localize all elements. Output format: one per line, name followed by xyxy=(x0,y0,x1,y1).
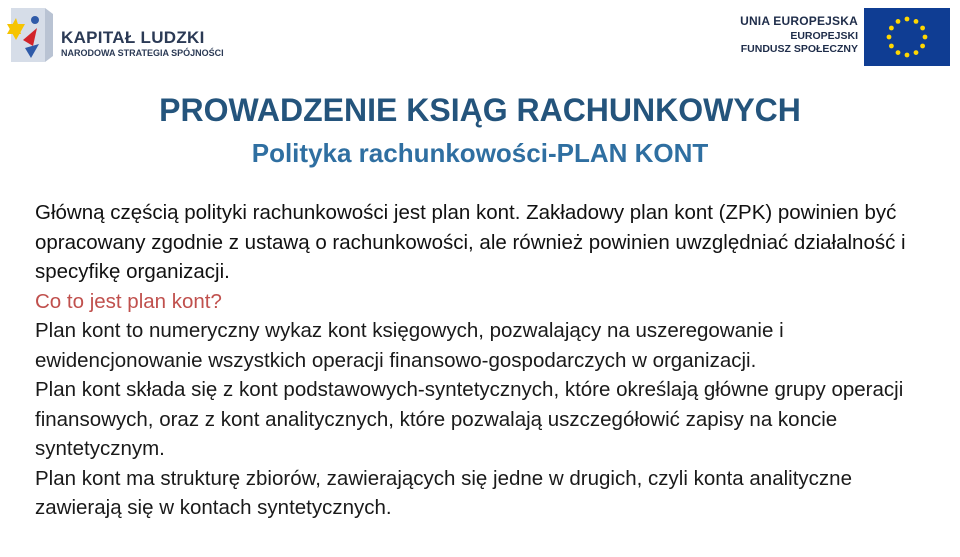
eu-logo-line2: EUROPEJSKI xyxy=(790,30,858,42)
eu-flag-icon xyxy=(864,8,950,66)
eu-logo-text xyxy=(740,14,858,55)
paragraph-structure: Plan kont składa się z kont podstawowych-syntetycznych, które określają główne grupy operacji finansowych, oraz z kont analitycznych, które pozwalają uszczegółowić zapisy na koncie syntetycznym. xyxy=(35,378,904,460)
eu-logo xyxy=(724,6,954,66)
slide-body xyxy=(35,198,935,523)
kapital-ludzki-title: KAPITAŁ LUDZKI xyxy=(61,28,205,47)
slide-subtitle: Polityka rachunkowości-PLAN KONT xyxy=(251,138,709,168)
paragraph-definition: Plan kont to numeryczny wykaz kont księgowych, pozwalający na uszeregowanie i ewidencjonowanie wszystkich operacji finansowo-gospodarczych w organizacji. xyxy=(35,319,784,372)
paragraph-sets: Plan kont ma strukturę zbiorów, zawierających się jedne w drugich, czyli konta analityczne zawierają się w kontach syntetycznych. xyxy=(35,466,852,519)
kapital-ludzki-subtitle: NARODOWA STRATEGIA SPÓJNOŚCI xyxy=(61,48,224,58)
kapital-ludzki-emblem-icon xyxy=(3,4,59,66)
eu-logo-line3: FUNDUSZ SPOŁECZNY xyxy=(740,43,858,55)
slide-title: PROWADZENIE KSIĄG RACHUNKOWYCH xyxy=(159,92,801,128)
kapital-ludzki-logo xyxy=(3,4,243,66)
paragraph-intro: Główną częścią polityki rachunkowości jest plan kont. Zakładowy plan kont (ZPK) powinien być opracowany zgodnie z ustawą o rachunkowości, ale również powinien uwzględniać działalność i specyfikę organizacji. xyxy=(35,201,906,283)
eu-logo-line1: UNIA EUROPEJSKA xyxy=(740,14,858,28)
question-text: Co to jest plan kont? xyxy=(35,289,222,313)
